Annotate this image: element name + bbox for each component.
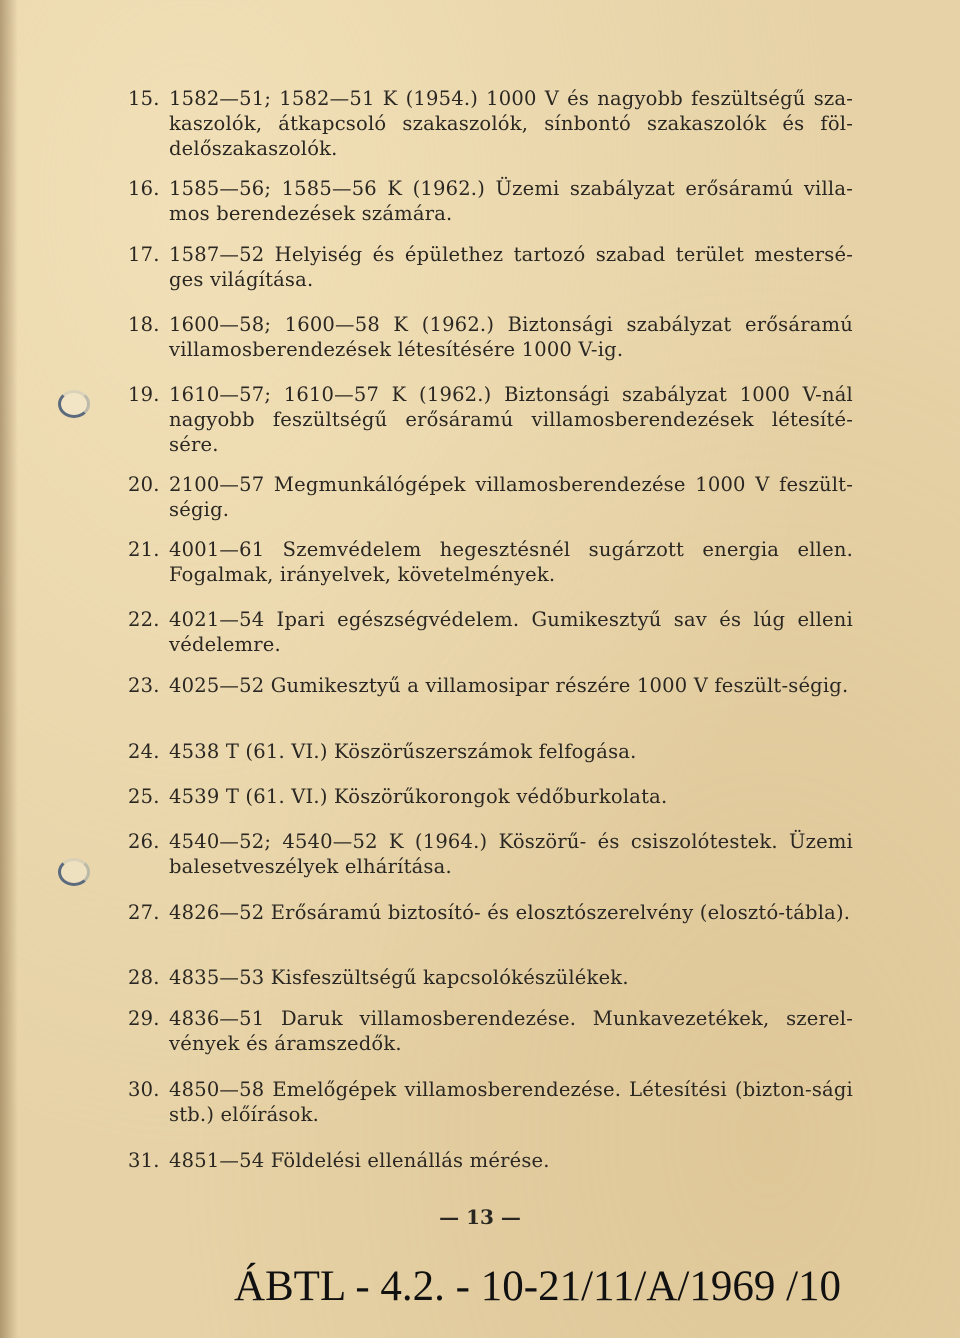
item-text: 2100—57 Megmunkálógépek villamosberendezése 1000 V feszült-ségig. <box>169 473 853 521</box>
punch-hole-upper <box>58 390 90 418</box>
item-number: 16. <box>128 177 160 200</box>
list-item <box>128 86 853 161</box>
list-item <box>128 312 853 362</box>
list-item <box>128 537 853 587</box>
page-number: — 13 — <box>439 1205 521 1229</box>
item-number: 26. <box>128 830 160 853</box>
item-number: 30. <box>128 1078 160 1101</box>
item-text: 1587—52 Helyiség és épülethez tartozó szabad terület mestersé-ges világítása. <box>169 243 853 291</box>
list-item <box>128 673 853 698</box>
item-text: 4539 T (61. VI.) Köszörűkorongok védőburkolata. <box>169 785 668 808</box>
item-text: 4826—52 Erősáramú biztosító- és elosztószerelvény (elosztó-tábla). <box>169 901 851 924</box>
list-item <box>128 900 853 925</box>
item-text: 4025—52 Gumikesztyű a villamosipar részére 1000 V feszült-ségig. <box>169 674 849 697</box>
item-number: 17. <box>128 243 160 266</box>
item-number: 24. <box>128 740 160 763</box>
item-number: 28. <box>128 966 160 989</box>
item-number: 19. <box>128 383 160 406</box>
list-item <box>128 1148 853 1173</box>
list-item <box>128 1006 853 1056</box>
item-number: 20. <box>128 473 160 496</box>
list-item <box>128 607 853 657</box>
item-number: 22. <box>128 608 160 631</box>
paper-edge-shadow <box>0 0 18 1338</box>
item-number: 29. <box>128 1007 160 1030</box>
item-text: 4851—54 Földelési ellenállás mérése. <box>169 1149 550 1172</box>
item-text: 1585—56; 1585—56 K (1962.) Üzemi szabályzat erősáramú villa-mos berendezések számára. <box>169 177 853 225</box>
list-item <box>128 176 853 226</box>
list-item <box>128 784 853 809</box>
item-text: 4001—61 Szemvédelem hegesztésnél sugárzott energia ellen. Fogalmak, irányelvek, követelmények. <box>169 538 853 586</box>
item-number: 23. <box>128 674 160 697</box>
list-item <box>128 242 853 292</box>
item-text: 4850—58 Emelőgépek villamosberendezése. Létesítési (bizton-sági stb.) előírások. <box>169 1078 853 1126</box>
list-item <box>128 965 853 990</box>
item-number: 18. <box>128 313 160 336</box>
item-number: 27. <box>128 901 160 924</box>
list-item <box>128 382 853 457</box>
punch-hole-lower <box>58 858 90 886</box>
item-text: 1610—57; 1610—57 K (1962.) Biztonsági szabályzat 1000 V-nál nagyobb feszültségű erősáramú villamosberendezések létesíté-sére. <box>169 383 853 456</box>
item-number: 21. <box>128 538 160 561</box>
item-number: 25. <box>128 785 160 808</box>
list-item <box>128 472 853 522</box>
archive-reference: ÁBTL - 4.2. - 10-21/11/A/1969 /10 <box>233 1263 842 1310</box>
list-item <box>128 739 853 764</box>
item-number: 15. <box>128 87 160 110</box>
item-text: 4021—54 Ipari egészségvédelem. Gumikesztyű sav és lúg elleni védelemre. <box>169 608 853 656</box>
list-item <box>128 1077 853 1127</box>
item-text: 4538 T (61. VI.) Köszörűszerszámok felfogása. <box>169 740 637 763</box>
item-text: 1600—58; 1600—58 K (1962.) Biztonsági szabályzat erősáramú villamosberendezések létesítésére 1000 V-ig. <box>169 313 853 361</box>
item-text: 4835—53 Kisfeszültségű kapcsolókészülékek. <box>169 966 629 989</box>
item-number: 31. <box>128 1149 160 1172</box>
list-item <box>128 829 853 879</box>
item-text: 4836—51 Daruk villamosberendezése. Munkavezetékek, szerel-vények és áramszedők. <box>169 1007 853 1055</box>
item-text: 4540—52; 4540—52 K (1964.) Köszörű- és csiszolótestek. Üzemi balesetveszélyek elhárítása. <box>169 830 853 878</box>
item-text: 1582—51; 1582—51 K (1954.) 1000 V és nagyobb feszültségű sza-kaszolók, átkapcsoló szakaszolók, sínbontó szakaszolók és föl-delőszakaszolók. <box>169 87 853 160</box>
